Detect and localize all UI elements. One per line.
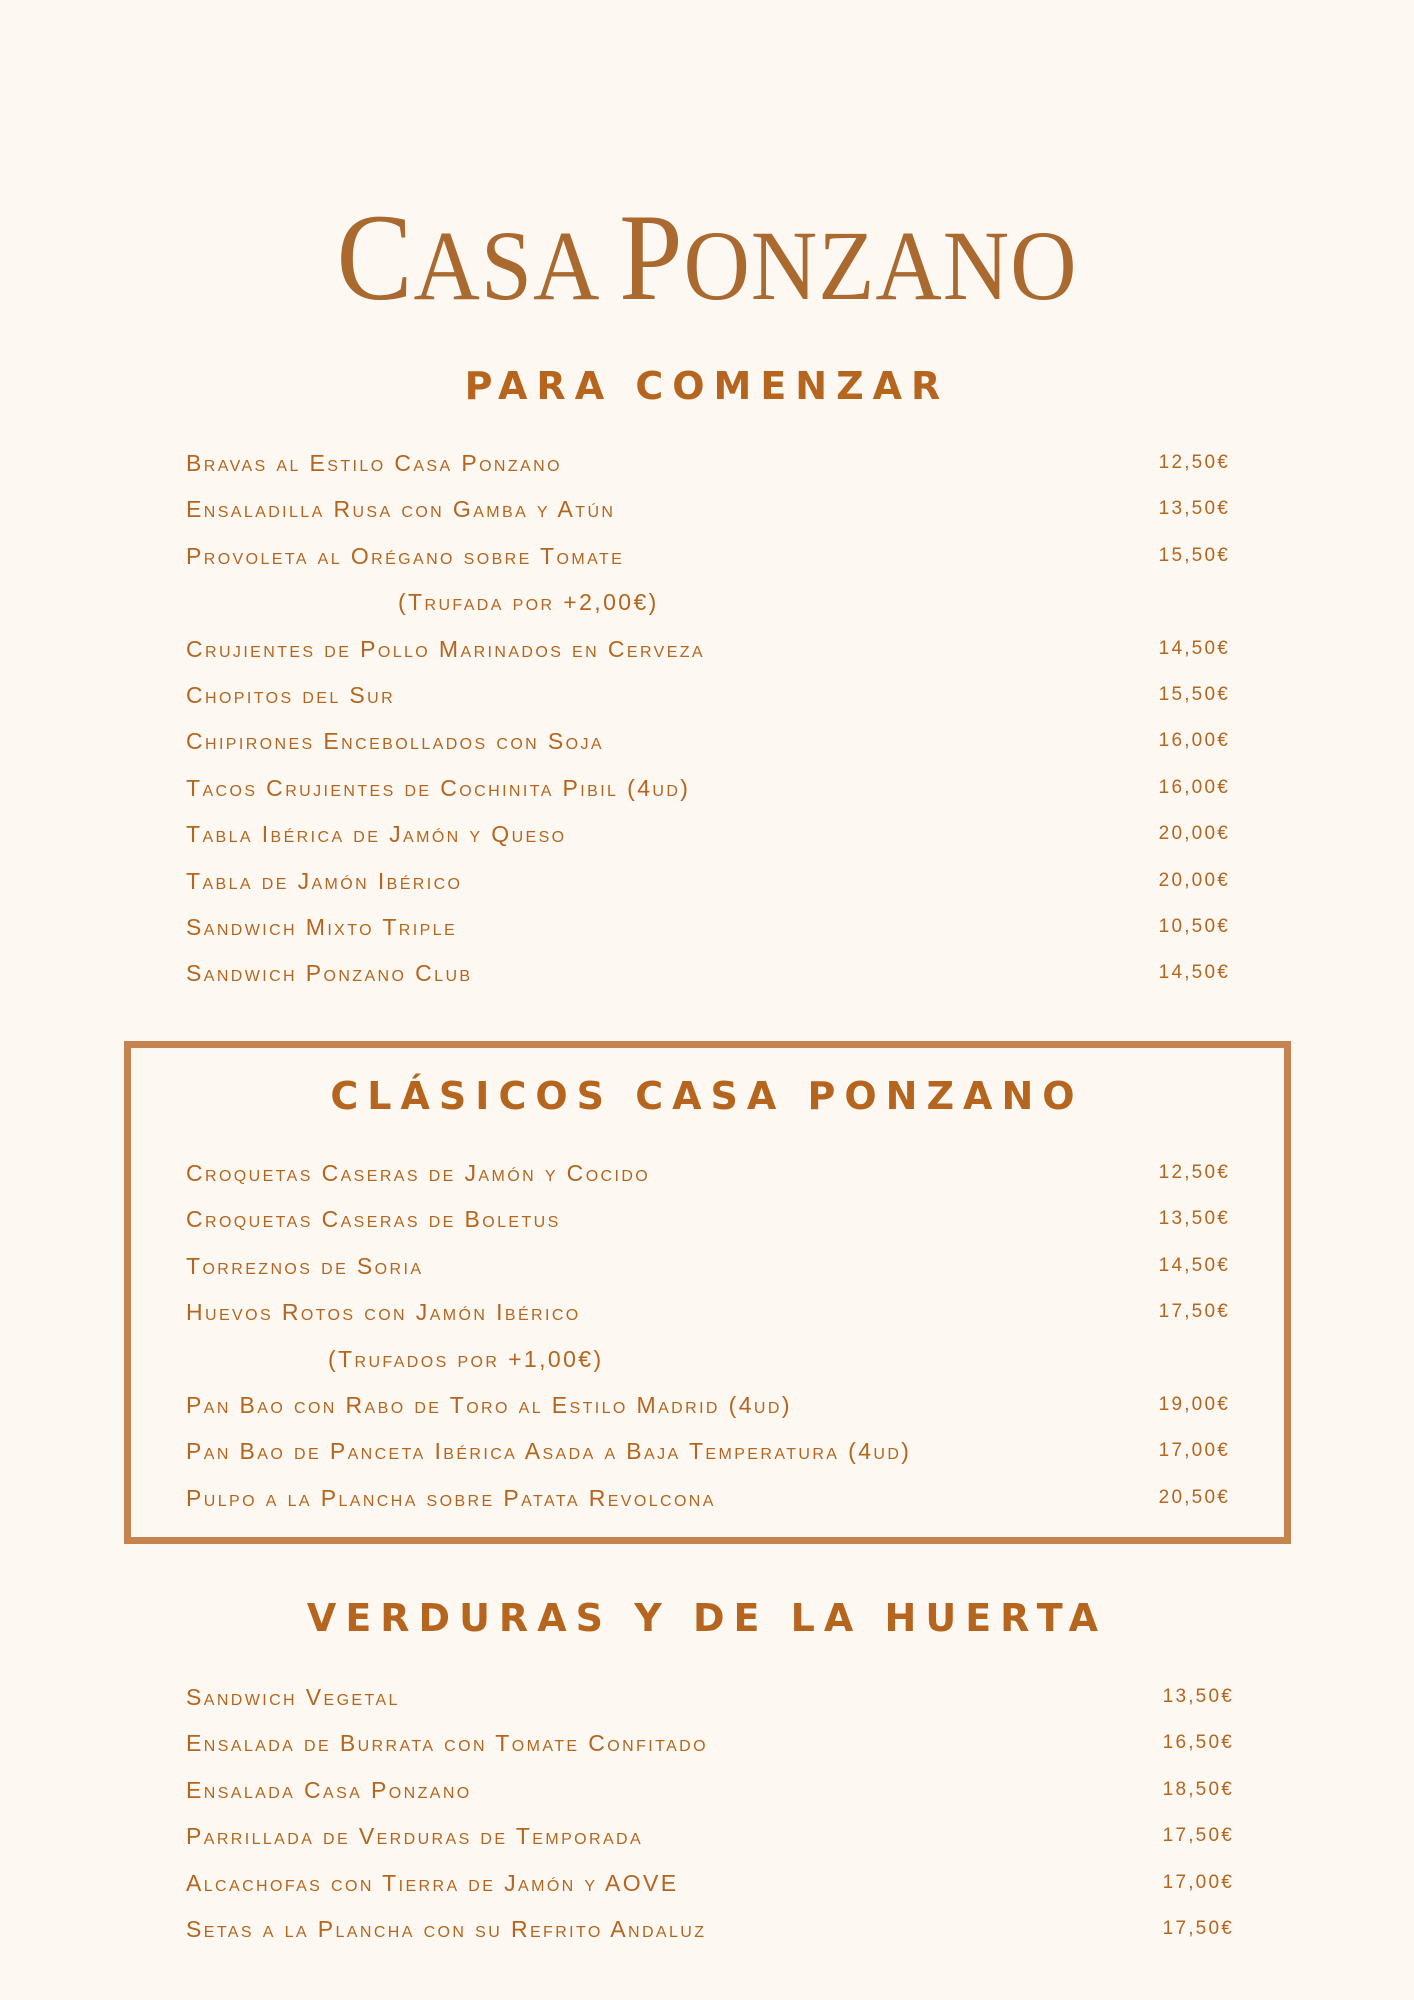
item-name: Bravas al Estilo Casa Ponzano — [186, 450, 562, 476]
item-price: 13,50€ — [1158, 1208, 1230, 1230]
item-name: Chipirones Encebollados con Soja — [186, 728, 604, 755]
menu-item — [186, 1289, 1230, 1335]
menu-item — [186, 1720, 1234, 1766]
item-name: Ensaladilla Rusa con Gamba y Atún — [186, 496, 616, 523]
menu-item — [186, 1428, 1230, 1474]
item-name: Croquetas Caseras de Jamón y Cocido — [186, 1160, 651, 1186]
item-price: 19,00€ — [1158, 1393, 1230, 1415]
item-name: Tabla de Jamón Ibérico — [186, 867, 463, 894]
menu-item — [186, 440, 1230, 486]
item-price: 17,50€ — [1162, 1917, 1234, 1939]
item-name: Ensalada de Burrata con Tomate Confitado — [186, 1730, 708, 1757]
item-name: Sandwich Mixto Triple — [186, 913, 458, 940]
menu-item — [186, 1382, 1230, 1428]
menu-item — [186, 533, 1230, 579]
item-name: Sandwich Ponzano Club — [186, 960, 473, 987]
item-price: 16,00€ — [1158, 776, 1230, 798]
menu-item — [186, 1860, 1234, 1906]
item-price: 18,50€ — [1162, 1778, 1234, 1800]
item-price: 14,50€ — [1158, 962, 1230, 984]
item-price: 17,00€ — [1162, 1871, 1234, 1893]
logo-word-ponzano: ONZANO — [683, 210, 1078, 321]
item-name: Crujientes de Pollo Marinados en Cerveza — [186, 635, 706, 662]
item-price: 16,50€ — [1162, 1732, 1234, 1754]
menu-item — [186, 626, 1230, 672]
menu-item — [186, 486, 1230, 532]
item-price: 14,50€ — [1158, 637, 1230, 659]
item-price: 12,50€ — [1158, 1162, 1230, 1183]
menu-item — [186, 1243, 1230, 1289]
logo-initial-c: C — [336, 189, 414, 326]
item-name: Pan Bao con Rabo de Toro al Estilo Madrid (4ud) — [186, 1391, 792, 1418]
logo-word-casa: ASA — [413, 210, 596, 321]
item-price: 17,50€ — [1158, 1301, 1230, 1323]
menu-item-note — [186, 579, 1230, 625]
item-name: Sandwich Vegetal — [186, 1684, 400, 1710]
menu-list-verduras — [186, 1674, 1234, 1952]
menu-item — [186, 765, 1230, 811]
item-name: Croquetas Caseras de Boletus — [186, 1206, 561, 1233]
item-price: 10,50€ — [1158, 915, 1230, 937]
menu-item-note — [186, 1336, 1230, 1382]
item-name: Torreznos de Soria — [186, 1252, 424, 1279]
item-price: 16,00€ — [1158, 730, 1230, 752]
item-price: 12,50€ — [1158, 452, 1230, 473]
menu-item — [186, 1196, 1230, 1242]
menu-item — [186, 672, 1230, 718]
menu-list-clasicos — [186, 1150, 1230, 1521]
item-name: Chopitos del Sur — [186, 681, 396, 708]
menu-item — [186, 1674, 1234, 1720]
item-name: Pan Bao de Panceta Ibérica Asada a Baja Temperatura (4ud) — [186, 1438, 912, 1465]
item-name: Tacos Crujientes de Cochinita Pibil (4ud) — [186, 774, 691, 801]
item-name: Huevos Rotos con Jamón Ibérico — [186, 1299, 581, 1326]
menu-item — [186, 811, 1230, 857]
menu-item — [186, 858, 1230, 904]
menu-item — [186, 1475, 1230, 1521]
section-title-para-comenzar: PARA COMENZAR — [464, 364, 950, 408]
item-name: Alcachofas con Tierra de Jamón y AOVE — [186, 1869, 679, 1896]
item-price: 17,00€ — [1158, 1440, 1230, 1462]
item-price: 13,50€ — [1158, 498, 1230, 520]
item-price: 14,50€ — [1158, 1254, 1230, 1276]
item-name: Tabla Ibérica de Jamón y Queso — [186, 821, 567, 848]
menu-item — [186, 904, 1230, 950]
menu-list-para-comenzar — [186, 440, 1230, 997]
item-name: Ensalada Casa Ponzano — [186, 1776, 472, 1803]
item-price: 13,50€ — [1162, 1686, 1234, 1707]
restaurant-logo — [57, 189, 1358, 326]
menu-item — [186, 1906, 1234, 1952]
item-name: Pulpo a la Plancha sobre Patata Revolcona — [186, 1484, 716, 1511]
menu-item — [186, 950, 1230, 996]
item-price: 17,50€ — [1162, 1825, 1234, 1847]
menu-item — [186, 718, 1230, 764]
menu-item — [186, 1767, 1234, 1813]
item-name: Provoleta al Orégano sobre Tomate — [186, 542, 625, 569]
menu-item — [186, 1150, 1230, 1196]
item-name: Parrillada de Verduras de Temporada — [186, 1823, 644, 1850]
item-price: 15,50€ — [1158, 544, 1230, 566]
item-price: 15,50€ — [1158, 683, 1230, 705]
item-price: 20,00€ — [1158, 869, 1230, 891]
item-note: (Trufada por +2,00€) — [398, 589, 659, 616]
item-name: Setas a la Plancha con su Refrito Andaluz — [186, 1915, 707, 1942]
item-note: (Trufados por +1,00€) — [328, 1345, 604, 1372]
item-price: 20,50€ — [1158, 1486, 1230, 1508]
logo-initial-p: P — [619, 189, 684, 326]
section-title-verduras: VERDURAS Y DE LA HUERTA — [306, 1596, 1108, 1640]
menu-item — [186, 1813, 1234, 1859]
section-title-clasicos: CLÁSICOS CASA PONZANO — [330, 1074, 1084, 1118]
item-price: 20,00€ — [1158, 823, 1230, 845]
